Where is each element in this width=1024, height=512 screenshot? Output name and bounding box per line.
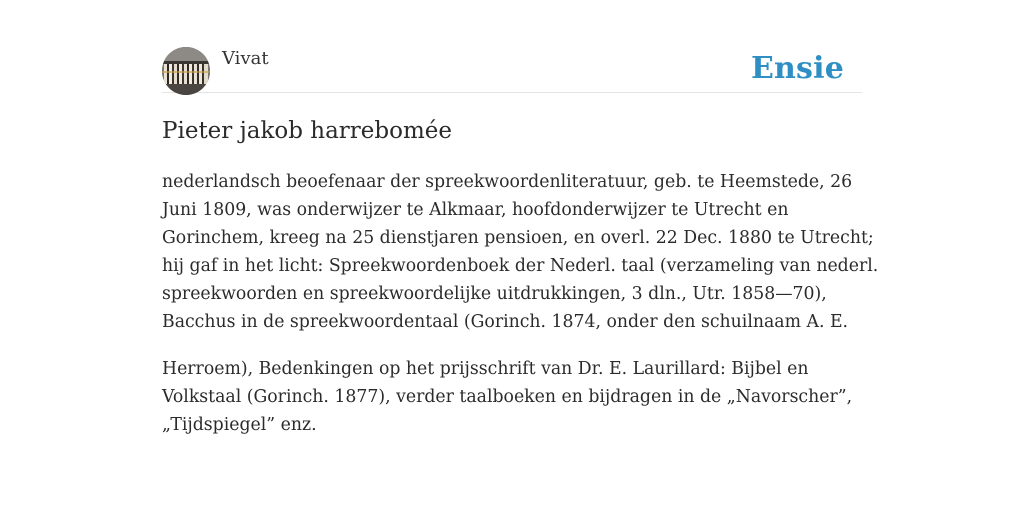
header	[162, 46, 862, 93]
bookshelf-avatar-icon	[162, 47, 210, 95]
text-line: Gorinchem, kreeg na 25 dienstjaren pensioen, en overl. 22 Dec. 1880 te Utrecht;	[162, 228, 874, 248]
text-line: nederlandsch beoefenaar der spreekwoordenliteratuur, geb. te Heemstede, 26	[162, 172, 853, 192]
text-line: „Tijdspiegel” enz.	[162, 415, 317, 435]
page-container	[162, 46, 879, 435]
text-line: Volkstaal (Gorinch. 1877), verder taalboeken en bijdragen in de „Navorscher”,	[162, 387, 853, 407]
text-line: Juni 1809, was onderwijzer te Alkmaar, hoofdonderwijzer te Utrecht en	[162, 200, 789, 220]
text-line: Herroem), Bedenkingen op het prijsschrift van Dr. E. Laurillard: Bijbel en	[162, 359, 809, 379]
page-title: Pieter jakob harrebomée	[162, 118, 452, 144]
text-line: Bacchus in de spreekwoordentaal (Gorinch. 1874, onder den schuilnaam A. E.	[162, 312, 849, 332]
brand-logo[interactable]: Ensie	[750, 51, 844, 86]
author-avatar[interactable]	[162, 47, 210, 95]
paragraph	[162, 355, 862, 439]
text-line: hij gaf in het licht: Spreekwoordenboek der Nederl. taal (verzameling van nederl.	[162, 256, 879, 276]
text-line: spreekwoorden en spreekwoordelijke uitdrukkingen, 3 dln., Utr. 1858—70),	[162, 284, 827, 304]
author-name[interactable]: Vivat	[222, 48, 269, 69]
paragraph	[162, 168, 879, 336]
article-body	[162, 168, 879, 458]
